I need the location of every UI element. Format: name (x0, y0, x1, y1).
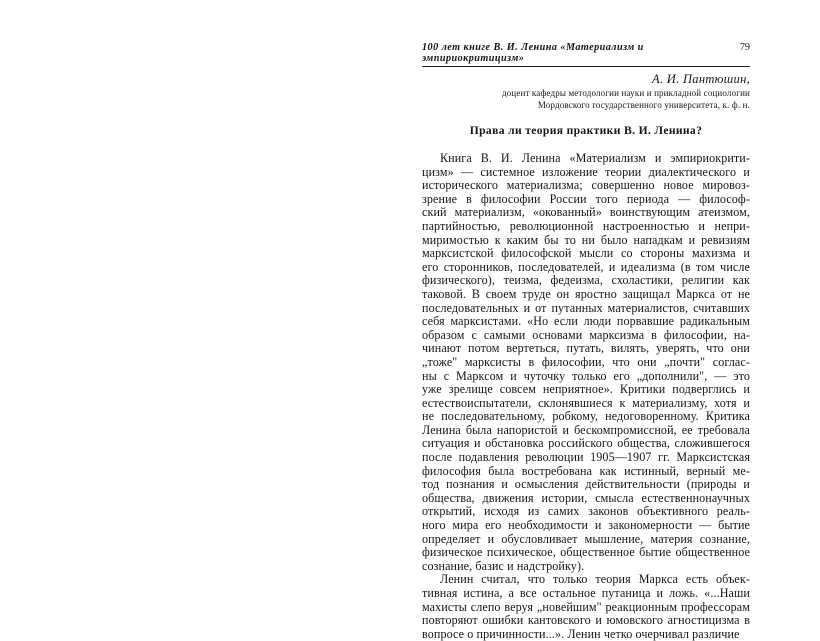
author-affiliation (422, 88, 750, 111)
text-line: миримостью к каким бы то ни было нападкам и ревизиям (422, 232, 750, 247)
text-line: после подавления революции 1905—1907 гг. Марксистская (422, 450, 750, 465)
text-line: естествоиспытатели, склонявшиеся к материализму, хотя и (422, 395, 750, 410)
text-line: повторяют ошибки кантовского и юмовского агностицизма в (422, 613, 750, 628)
text-line: махисты слепо веруя „новейшим" реакционным профессорам (422, 599, 750, 614)
text-line: последовательных и от путанных материалистов, считавших (422, 300, 750, 315)
text-line: ны с Марксом и чуточку только его „дополнили", — это (422, 368, 750, 383)
text-line: ский материализм, «окованный» воинствующим атеизмом, (422, 205, 750, 220)
text-line: его сторонников, последователей, и идеализма (в том числе (422, 259, 750, 274)
text-line: сознание, базис и надстройку). (422, 558, 585, 573)
text-line: тивная истина, а все остальное путаница и ложь. «...Наши (422, 586, 750, 600)
text-line: философия была востребована как истинный, верный ме- (422, 463, 750, 478)
text-line: образом с самыми основами марксизма в философии, на- (422, 327, 750, 342)
article-title: Права ли теория практики В. И. Ленина? (469, 124, 703, 137)
text-line: зрение в философии России того периода — философ- (422, 191, 750, 206)
text-line: вопросе о причинности...». Ленин четко очерчивал различие (422, 626, 740, 641)
text-line: уже зрелище совсем неприятное». Критики подверглись и (422, 382, 750, 397)
text-line: открытий, исходя из самих законов объективного реаль- (422, 504, 750, 519)
text-line: марксистской философской мысли со стороны махизма и (422, 246, 750, 261)
text-line: таковой. В своем труде он яростно защищал Маркса от не (422, 286, 750, 301)
affiliation-line: доцент кафедры методологии науки и прикладной социологии (501, 88, 750, 98)
text-line: ситуация и обстановка российского общества, сложившегося (422, 436, 750, 451)
text-line: чинают потом вертеться, путать, вилять, уверять, что они (422, 341, 750, 356)
page-number: 79 (739, 42, 750, 53)
text-line: общества, движения истории, смысла естественнонаучных (422, 490, 750, 505)
text-line: тод познания и осмысления действительности (природы и (422, 477, 750, 492)
article-body (422, 152, 750, 641)
text-line: Книга В. И. Ленина «Материализм и эмпириокрити- (440, 151, 750, 165)
text-line: цизм» — системное изложение теории диалектического и (422, 164, 750, 179)
text-line: себя марксистами. «Но если люди порвавшие радикальным (422, 314, 750, 329)
text-line: Ленин считал, что только теория Маркса есть объек- (440, 572, 750, 587)
author-name: А. И. Пантюшин, (652, 72, 750, 86)
text-line: Ленина была напористой и бескомпромиссной, ее требовала (422, 422, 750, 437)
text-line: не последовательному, робкому, недоговоренному. Критика (422, 409, 750, 424)
text-line: определяет и обусловливает мышление, материя сознание, (422, 531, 750, 546)
text-line: исторического материализма; совершенно новое мировоз- (422, 178, 750, 193)
running-title: 100 лет книге В. И. Ленина «Материализм и эмпириокритицизм» (422, 42, 644, 64)
text-line: ного мира его необходимости и закономерности — бытие (422, 518, 750, 533)
text-line: физического), теизма, федеизма, схоластики, религии как (422, 273, 750, 288)
book-page (422, 42, 750, 641)
running-header (422, 42, 750, 67)
text-line: партийностью, революционной настроенностью и непри- (422, 218, 750, 233)
affiliation-line: Мордовского государственного университета, к. ф. н. (537, 99, 750, 110)
text-line: „тоже" марксисты в философии, что они „почти" соглас- (422, 354, 750, 369)
text-line: физическое психическое, общественное бытие общественное (422, 545, 750, 560)
